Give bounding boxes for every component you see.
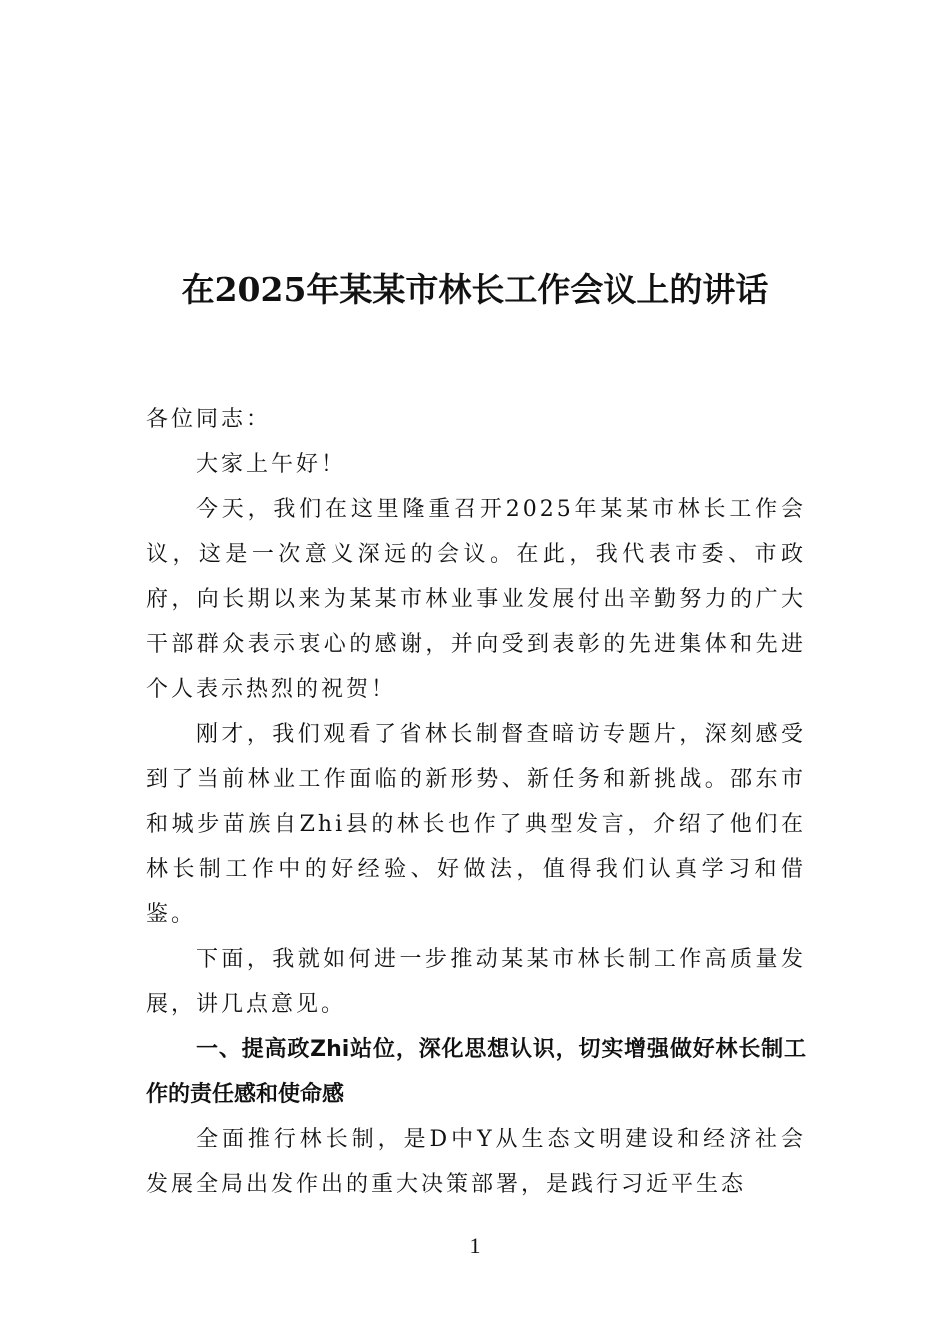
page-number: 1 (469, 1233, 481, 1258)
section-heading: 一、提高政Zhi站位，深化思想认识，切实增强做好林长制工作的责任感和使命感 (146, 1037, 806, 1107)
paragraph-section-one: 全面推行林长制，是D中Y从生态文明建设和经济社会发展全局出发作出的重大决策部署，是践行习近平生态 (146, 1127, 806, 1197)
paragraph-opening: 今天，我们在这里隆重召开2025年某某市林长工作会议，这是一次意义深远的会议。在此，我代表市委、市政府，向长期以来为某某市林业事业发展付出辛勤努力的广大干部群众表示衷心的感谢，并向受到表彰的先进集体和先进个人表示热烈的祝贺！ (146, 497, 806, 702)
paragraph-review: 刚才，我们观看了省林长制督查暗访专题片，深刻感受到了当前林业工作面临的新形势、新任务和新挑战。邵东市和城步苗族自Zhi县的林长也作了典型发言，介绍了他们在林长制工作中的好经验、好做法，值得我们认真学习和借鉴。 (146, 722, 806, 927)
document-body (146, 397, 806, 1207)
paragraph-transition: 下面，我就如何进一步推动某某市林长制工作高质量发展，讲几点意见。 (146, 947, 806, 1017)
paragraph-greeting: 大家上午好！ (196, 452, 347, 477)
salutation: 各位同志： (146, 407, 272, 432)
document-title: 在2025年某某市林长工作会议上的讲话 (181, 270, 769, 309)
